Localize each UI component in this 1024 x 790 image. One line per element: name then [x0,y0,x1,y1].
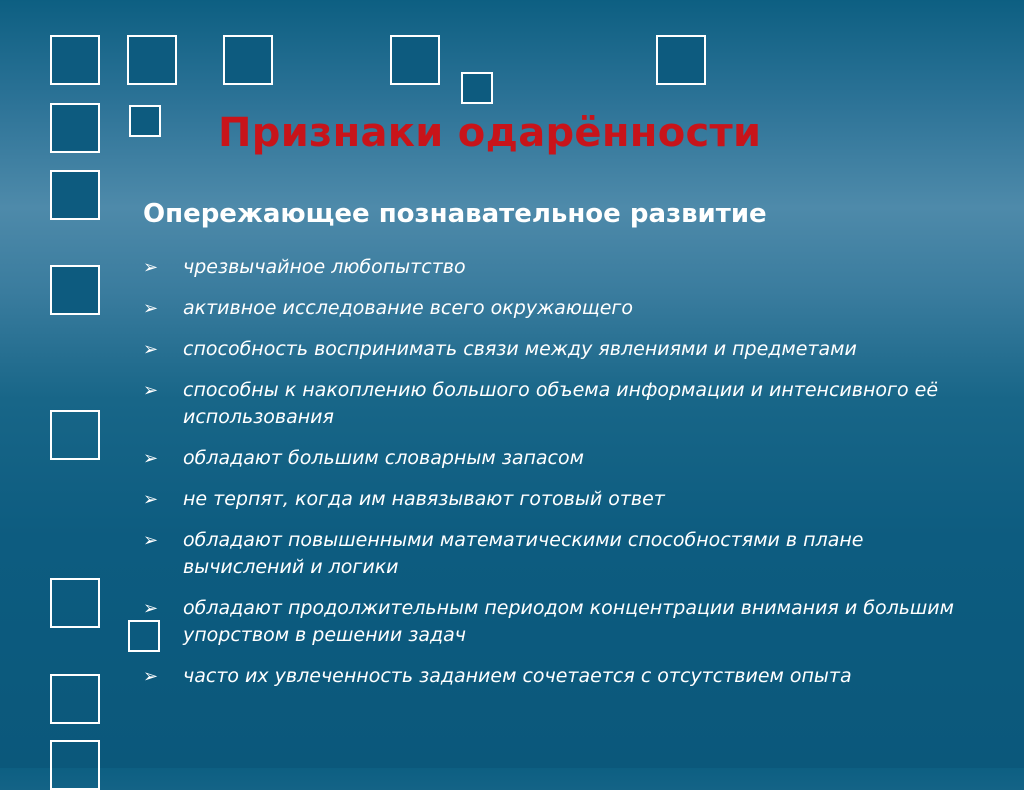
list-item-text: чрезвычайное любопытство [183,256,466,278]
list-item [143,486,983,513]
list-item [143,377,983,431]
arrowhead-icon: ➢ [143,339,159,360]
decor-square [50,740,100,790]
decor-square [127,35,177,85]
list-item [143,336,983,363]
decor-square [50,35,100,85]
list-item-text: часто их увлеченность заданием сочетается с отсутствием опыта [183,665,852,687]
list-item-text: способны к накоплению большого объема информации и интенсивного её использования [183,379,939,428]
arrowhead-icon: ➢ [143,489,159,510]
decor-square [223,35,273,85]
decor-square [50,410,100,460]
decor-square [50,674,100,724]
list-item [143,445,983,472]
list-item-text: обладают повышенными математическими способностями в плане вычислений и логики [183,529,864,578]
decor-square [50,170,100,220]
decor-square [461,72,493,104]
list-item [143,295,983,322]
arrowhead-icon: ➢ [143,380,159,401]
list-item [143,595,983,649]
list-item [143,254,983,281]
arrowhead-icon: ➢ [143,257,159,278]
slide-subtitle: Опережающее познавательное развитие [143,199,767,229]
decor-square [656,35,706,85]
arrowhead-icon: ➢ [143,598,159,619]
list-item-text: обладают продолжительным периодом концентрации внимания и большим упорством в решении задач [183,597,954,646]
arrowhead-icon: ➢ [143,666,159,687]
list-item-text: не терпят, когда им навязывают готовый ответ [183,488,665,510]
decor-square [390,35,440,85]
arrowhead-icon: ➢ [143,298,159,319]
list-item-text: активное исследование всего окружающего [183,297,634,319]
decor-square [50,103,100,153]
bullet-list [143,254,983,704]
arrowhead-icon: ➢ [143,530,159,551]
list-item [143,663,983,690]
decor-square [50,265,100,315]
list-item-text: обладают большим словарным запасом [183,447,584,469]
list-item [143,527,983,581]
decor-square [129,105,161,137]
arrowhead-icon: ➢ [143,448,159,469]
decor-square [50,578,100,628]
list-item-text: способность воспринимать связи между явлениями и предметами [183,338,857,360]
slide-title: Признаки одарённости [218,110,762,156]
